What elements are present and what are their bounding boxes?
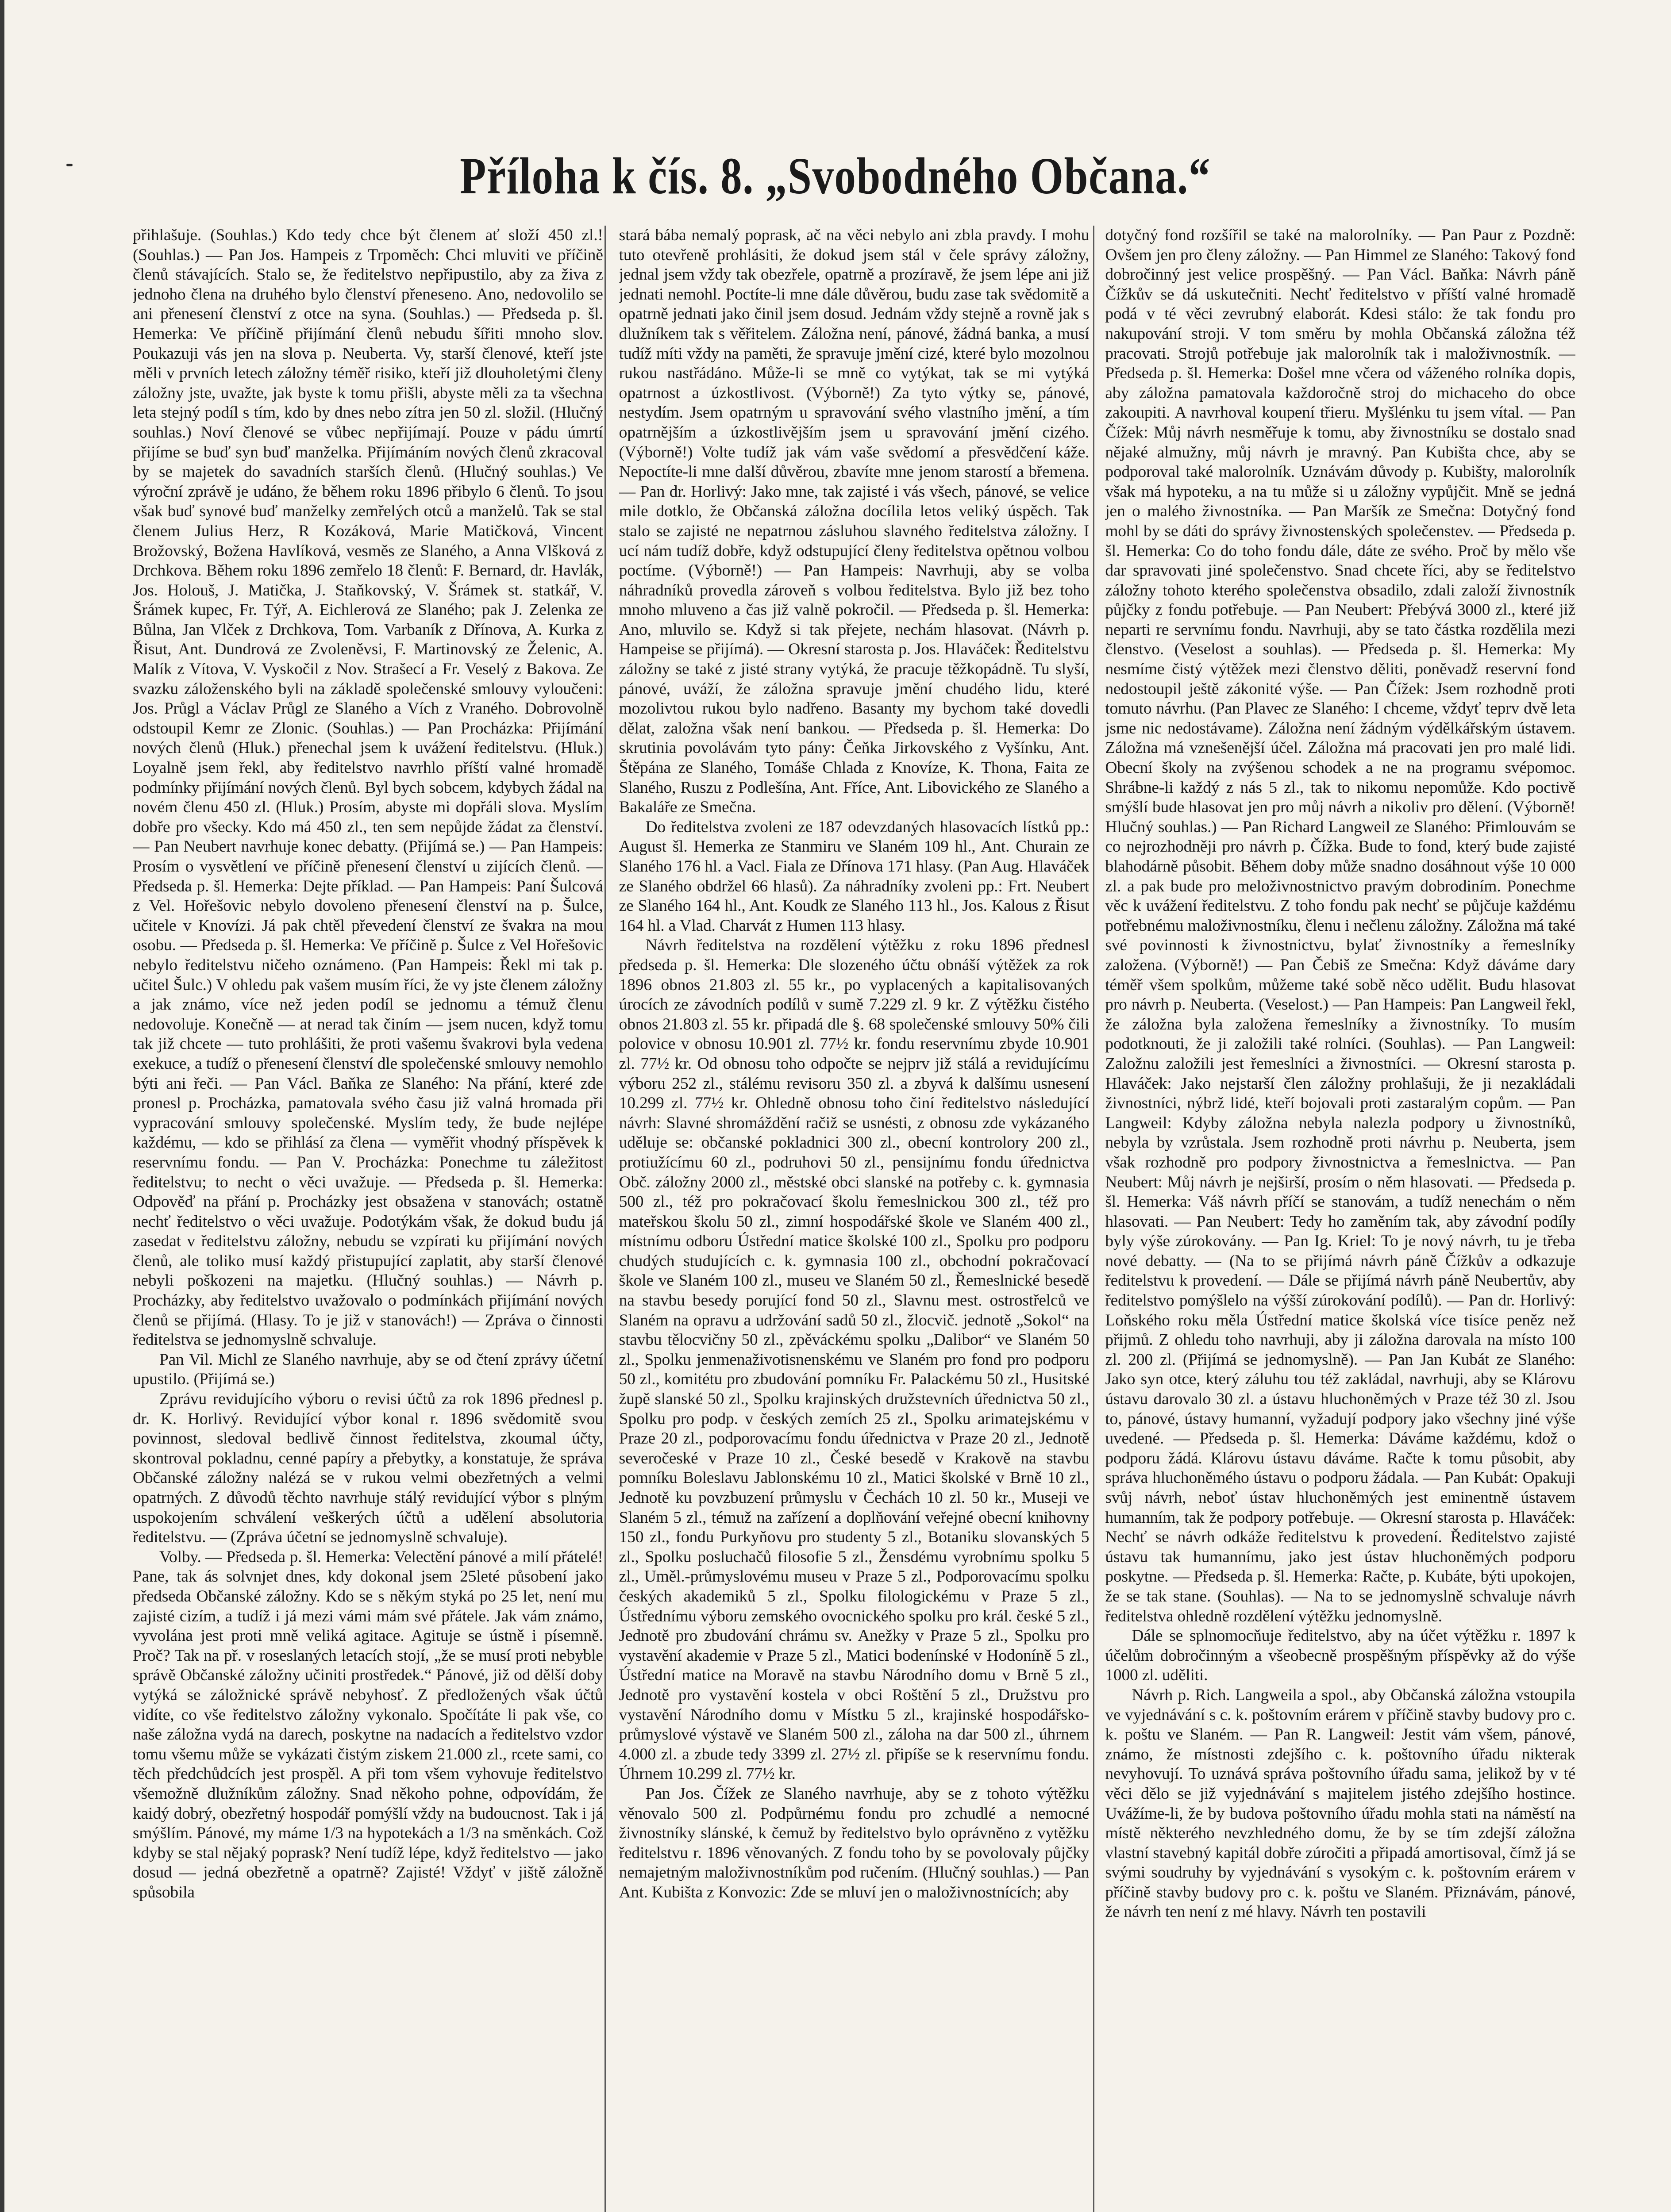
- paragraph: Návrh ředitelstva na rozdělení výtěžku z roku 1896 přednesl předseda p. šl. Hemerka: Dle slozeného účtu obnáší výtěžek za rok 1896 obnos 21.803 zl. 55 kr., po vyplacených a kapitalisovaných úrocích ze závodních podílů v sumě 7.229 zl. 9 kr. Z výtěžku čistého obnos 21.803 zl. 55 kr. připadá dle §. 68 společenské smlouvy 50% čili polovice v obnosu 10.901 zl. 77½ kr. fondu reservnímu zbyde 10.901 zl. 77½ kr. Od obnosu toho odpočte se nejprv již stálá a revidujícímu výboru 252 zl., stálému revisoru 350 zl. a zbyvá k dalšímu usnesení 10.299 zl. 77½ kr. Ohledně obnosu toho činí ředitelstvo následující návrh: Slavné shromáždění račiž se usnésti, z obnosu zde vykázaného uděluje se: občanské pokladnici 300 zl., obecní kontrolory 200 zl., protiužícímu 60 zl., podruhovi 50 zl., pensijnímu fondu úřednictva Obč. záložny 2000 zl., městské obci slanské na potřeby c. k. gymnasia 500 zl., též pro pokračovací školu řemeslnickou 300 zl., též pro mateřskou školu 50 zl., zimní hospodářské škole ve Slaném 400 zl., místnímu odboru Ústřední matice školské 100 zl., Spolku pro podporu chudých studujících c. k. gymnasia 100 zl., obchodní pokračovací škole ve Slaném 100 zl., museu ve Slaném 50 zl., Řemeslnické besedě na stavbu besedy porující fond 50 zl., Slavnu mest. ostrostřelců ve Slaném na opravu a udržování sadů 50 zl., žlocvič. jednotě „Sokol“ na stavbu tělocvičny 50 zl., zpěváckému spolku „Dalibor“ ve Slaném 50 zl., Spolku jenmenaživotisnenskému ve Slaném pro fond pro podporu 50 zl., komitétu pro zbudování pomníku Fr. Palackému 50 zl., Husitské župě slanské 50 zl., Spolku krajinských družstevních úřednictva 50 zl., Spolku pro podp. v českých zemích 25 zl., Spolku arimatejskému v Praze 20 zl., podporovacímu fondu úřednictva v Praze 20 zl., Jednotě severočeské v Praze 10 zl., České besedě v Krakově na stavbu pomníku Boleslavu Jablonskému 10 zl., Matici školské v Brně 10 zl., Jednotě ku povzbuzení průmyslu v Čechách 10 zl. 50 kr., Museji ve Slaném 5 zl., témuž na zařízení a doplňování veřejné obecní knihovny 150 zl., fondu Purkyňovu pro studenty 5 zl., Botaniku slovanských 5 zl., Spolku posluchačů filosofie 5 zl., Žensdému vyrobnímu spolku 5 zl., Uměl.-průmyslovému museu v Praze 5 zl., Podporovacímu spolku českých akademiků 5 zl., Spolku filologickému v Praze 5 zl., Ústřednímu výboru zemského ovocnického spolku pro král. české 5 zl., Jednotě pro zbudování chrámu sv. Anežky v Praze 5 zl., Spolku pro vystavění akademie v Praze 5 zl., Matici bodenínské v Hodoníně 5 zl., Ústřední matice na Moravě na stavbu Národního domu v Brně 5 zl., Jednotě pro vystavění kostela v obci Roštění 5 zl., Družstvu pro vystavění Národního domu v Místku 5 zl., krajinské hospodářsko-průmyslové výstavě ve Slaném 500 zl., záloha na dar 500 zl., úhrnem 4.000 zl. a zbude tedy 3399 zl. 27½ zl. připíše se k reservnímu fondu. Úhrnem 10.299 zl. 77½ kr.: [619, 936, 1090, 1783]
- paragraph: stará bába nemalý poprask, ač na věci nebylo ani zbla pravdy. I mohu tuto otevřeně prohlásiti, že dokud jsem stál v čele správy záložny, jednal jsem vždy tak obezřele, opatrně a prozíravě, že jsem lépe ani již jednati nemohl. Poctíte-li mne dále důvěrou, budu zase tak svědomitě a opatrně jednati jako činil jsem dosud. Jednám vždy stejně a rovně jak s dlužníkem tak s věřitelem. Záložna není, pánové, žádná banka, a musí tudíž míti vždy na paměti, že spravuje jmění cizé, které bylo mozolnou rukou nastřádáno. Může-li se mně co vytýkat, tak se mi vytýká opatrnost a úzkostlivost. (Výborně!) Za tyto výtky se, pánové, nestydím. Jsem opatrným u spravování svého vlastního jmění, a tím opatrnějším a úzkostlivějším jsem u spravování jmění cizého. (Výborně!) Volte tudíž jak vám vaše svědomí a přesvědčení káže. Nepoctíte-li mne další důvěrou, zbavíte mne jenom starostí a břemena. — Pan dr. Horlivý: Jako mne, tak zajisté i vás všech, pánové, se velice mile dotklo, že Občanská záložna docílila letos veliký úspěch. Tak stalo se zajisté ne nepatrnou zásluhou slavného ředitelstva záložny. I ucí nám tudíž dobře, když odstupující členy ředitelstva opětnou volbou poctíme. (Výborně!) — Pan Hampeis: Navrhuji, aby se volba náhradníků provedla zároveň s volbou ředitelstva. Bylo již bez toho mnoho mluveno a čas již valně pokročil. — Předseda p. šl. Hemerka: Ano, mluvilo se. Když si tak přejete, nechám hlasovat. (Návrh p. Hampeise se přijímá). — Okresní starosta p. Jos. Hlaváček: Ředitelstvu záložny se také z jisté strany vytýká, že pracuje těžkopádně. Tu slyší, pánové, uváží, že záložna spravuje jmění chudého lidu, které mozolivtou rukou bylo nadřeno. Basanty my bychom také dovedli dělat, založna však není bankou. — Předseda p. šl. Hemerka: Do skrutinia povolávám tyto pány: Čeňka Jirkovského z Vyšínku, Ant. Štěpána ze Slaného, Tomáše Chlada z Knovíze, K. Thona, Faita ze Slaného, Ruszu z Podlešína, Ant. Fříce, Ant. Libovického ze Slaného a Bakaláře ze Smečna.: [619, 226, 1090, 817]
- supplement-title: Příloha k čís. 8. „Svobodného Občana.“: [460, 147, 1211, 205]
- scan-edge: [0, 0, 4, 2212]
- paragraph: Zprávu revidujícího výboru o revisi účtů za rok 1896 přednesl p. dr. K. Horlivý. Revidující výbor konal r. 1896 svědomitě svou povinnost, sledoval bedlivě činnost ředitelstva, zkoumal účty, skontroval pokladnu, cenné papíry a přebytky, a konstatuje, že správa Občanské záložny nalézá se v rukou velmi obezřetných a velmi opatrných. Z důvodů těchto navrhuje stálý revidující výbor s plným uspokojením schválení veškerých účtů a udělení absolutoria ředitelstvu. — (Zpráva účetní se jednomyslně schvaluje).: [133, 1390, 603, 1547]
- print-speck: [66, 164, 73, 166]
- paragraph: přihlašuje. (Souhlas.) Kdo tedy chce být členem ať složí 450 zl.! (Souhlas.) — Pan Jos. Hampeis z Trpoměch: Chci mluviti ve příčině členů stávajících. Stalo se, že ředitelstvo nepřipustilo, aby za živa z jednoho člena na druhého bylo členství přeneseno. Ano, nedovolilo se ani přenesení členství z otce na syna. (Souhlas.) — Předseda p. šl. Hemerka: Ve příčině přijímání členů nebudu šířiti mnoho slov. Poukazuji vás jen na slova p. Neuberta. Vy, starší členové, kteří jste měli v prvních letech záložny téměř risiko, kteří již dlouholetými členy záložny jste, uvažte, jak byste k tomu přišli, abyste měli za ta všechna leta stejný podíl s tím, kdo by dnes nebo zítra jen 50 zl. složil. (Hlučný souhlas.) Noví členové se vůbec nepřijímají. Pouze v pádu úmrtí přijíme se buď syn buď manželka. Přijímáním nových členů zkracoval by se majetek do savadních starších členů. (Hlučný souhlas.) Ve výroční zprávě je udáno, že během roku 1896 přibylo 6 členů. To jsou však buď synové buď manželky zemřelých otců a manželů. Tak se stal členem Julius Herz, R Kozáková, Marie Matičková, Vincent Brožovský, Božena Havlíková, vesměs ze Slaného, a Anna Vlšková z Drchkova. Během roku 1896 zemřelo 18 členů: F. Bernard, dr. Havlák, Jos. Holouš, J. Matička, J. Staňkovský, V. Šrámek st. statkář, V. Šrámek kupec, Fr. Týř, A. Eichlerová ze Slaného; pak J. Zelenka ze Bůlna, Jan Vlček z Drchkova, Tom. Varbaník z Dřínova, A. Kurka z Řisut, Ant. Dundrová ze Zvoleněvsi, F. Martinovský ze Želenic, A. Malík z Vítova, V. Vyskočil z Nov. Strašecí a Fr. Veselý z Bakova. Ze svazku záloženského byli na základě společenské smlouvy vyloučeni: Jos. Průgl a Václav Průgl ze Slaného a Vích z Vraného. Dobrovolně odstoupil Kemr ze Zlonic. (Souhlas.) — Pan Procházka: Přijímání nových členů (Hluk.) přenechal jsem k uvážení ředitelstvu. (Hluk.) Loyalně jsem řekl, aby ředitelstvo navrhlo příští valné hromadě podmínky přijímání nových členů. Byl bych sobcem, kdybych žádal na novém členu 450 zl. (Hluk.) Prosím, abyste mi dopřáli slova. Myslím dobře pro všecky. Kdo má 450 zl., ten sem nepůjde žádat za členství. — Pan Neubert navrhuje konec debatty. (Přijímá se.) — Pan Hampeis: Prosím o vysvětlení ve příčině přenesení členství u zijících členů. — Předseda p. šl. Hemerka: Dejte příklad. — Pan Hampeis: Paní Šulcová z Vel. Hořešovic nebylo dovoleno přenesení členství na p. Šulce, učitele v Knovízi. Já pak chtěl převedení členství ze švakra na mou osobu. — Předseda p. šl. Hemerka: Ve příčině p. Šulce z Vel Hořešovic nebylo ředitelstvu ničeho oznámeno. (Pan Hampeis: Řekl mi tak p. učitel Šulc.) V ohledu pak vašem musím říci, že vy jste členem záložny a jak známo, více než jeden podíl se jednomu a témuž členu nedovoluje. Konečně — at nerad tak činím — jsem nucen, když tomu tak již chcete — tuto prohlášiti, že proti vašemu švakrovi byla vedena exekuce, a tudíž o přenesení členství dle společenské smlouvy nemohlo býti ani řeči. — Pan Václ. Baňka ze Slaného: Na přání, které zde pronesl p. Procházka, pamatovala svého času již valná hromada při vypracování smlouvy společenské. Myslím tedy, že bude nejlépe každému, — kdo se přihlásí za člena — vyměřit vhodný příspěvek k reservnímu fondu. — Pan V. Procházka: Ponechme tu záležitost ředitelstvu; to necht o věci uvažuje. — Předseda p. šl. Hemerka: Odpověď na přání p. Procházky jest obsažena v stanovách; ostatně nechť ředitelstvo o věci uvažuje. Podotýkám však, že dokud budu já zasedat v ředitelstvu záložny, nebudu se vzpírati ku přijímání nových členů, ale toliko musí každý přistupující zaplatit, aby starší členové nebyli poškozeni na majetku. (Hlučný souhlas.) — Návrh p. Procházky, aby ředitelstvo uvažovalo o podmínkách přijímání nových členů se přijímá. (Hlasy. To je již v stanovách!) — Zpráva o činnosti ředitelstva se jednomyslně schvaluje.: [133, 226, 603, 1349]
- paragraph: Návrh p. Rich. Langweila a spol., aby Občanská záložna vstoupila ve vyjednávání s c. k. poštovním erárem v příčině stavby budovy pro c. k. poštu ve Slaném. — Pan R. Langweil: Jestit vám všem, pánové, známo, že místnosti zdejšího c. k. poštovního úřadu nikterak nevyhovují. To uznává správa poštovního úřadu sama, jelikož by v té věci dělo se již vyjednávání s majitelem jistého zdejšího hostince. Uvážíme-li, že by budova poštovního úřadu mohla stati na náměstí na místě některého nevzhledného domu, že by se tím zdejší záložna vlastní stavebný kapitál dobře zúročiti a připadá amortisoval, čímž já se svými soudruhy by vyjednávání s vysokým c. k. poštovním erárem v příčině stavby budovy pro c. k. poštu ve Slaném. Přiznávám, pánové, že návrh ten není z mé hlavy. Návrh ten postavili: [1105, 1686, 1576, 1921]
- paragraph: Do ředitelstva zvoleni ze 187 odevzdaných hlasovacích lístků pp.: August šl. Hemerka ze Stanmiru ve Slaném 109 hl., Ant. Churain ze Slaného 176 hl. a Vacl. Fiala ze Dřínova 171 hlasy. (Pan Aug. Hlaváček ze Slaného obdržel 66 hlasů). Za náhradníky zvoleni pp.: Frt. Neubert ze Slaného 164 hl., Ant. Koudk ze Slaného 113 hl., Jos. Kalous z Řisut 164 hl. a Vlad. Charvát z Humen 113 hlasy.: [619, 818, 1090, 935]
- paragraph: Pan Jos. Čížek ze Slaného navrhuje, aby se z tohoto výtěžku věnovalo 500 zl. Podpůrnému fondu pro zchudlé a nemocné živnostníky slánské, k čemuž by ředitelstvo bylo oprávněno z vytěžku ředitelstvu r. 1896 věnovaných. Z fondu toho by se povolovaly půjčky nemajetným maloživnostníkům pod ručením. (Hlučný souhlas.) — Pan Ant. Kubišta z Konvozic: Zde se mluví jen o maloživnostnících; aby: [619, 1784, 1090, 1901]
- article-columns: [133, 226, 1575, 2212]
- page-header: [0, 146, 1671, 217]
- column-2: [619, 226, 1090, 2212]
- paragraph: Dále se splnomocňuje ředitelstvo, aby na účet výtěžku r. 1897 k účelům dobročinným a všeobecně prospěšným příspěvky až do výše 1000 zl. uděliti.: [1105, 1627, 1576, 1685]
- paragraph: dotyčný fond rozšířil se také na malorolníky. — Pan Paur z Pozdně: Ovšem jen pro členy záložny. — Pan Himmel ze Slaného: Takový fond dobročinný jest velice prospěšný. — Pan Václ. Baňka: Návrh páně Čížkův se dá uskutečniti. Nechť ředitelstvo v příští valné hromadě podá v té věci zevrubný elaborát. Kdesi stálo: že tak fondu pro nakupování stroji. V tom směru by mohla Občanská záložna též pracovati. Strojů potřebuje jak malorolník tak i maloživnostník. — Předseda p. šl. Hemerka: Došel mne včera od váženého rolníka dopis, aby záložna pamatovala každoročně stroj do michaceho do obce zakoupiti. A navrhoval koupení třieru. Myšlénku tu jsem vítal. — Pan Čížek: Můj návrh nesměřuje k tomu, aby živnostníku se dostalo snad nějaké almužny, můj návrh je mravný. Pan Kubišta chce, aby se podporoval také malorolník. Uznávám důvody p. Kubišty, malorolník však má hypoteku, a na tu může si u záložny vypůjčit. Mně se jedná jen o malého živnostníka. — Pan Maršík ze Smečna: Dotyčný fond mohl by se dáti do správy živnostenských společenstev. — Předseda p. šl. Hemerka: Co do toho fondu dále, dáte ze svého. Proč by mělo vše dar spravovati jiné společenstvo. Snad chcete říci, aby se ředitelstvo záložny tohoto kterého společenstva obsadilo, zdali založí živnostník půjčky z fondu potřebuje. — Pan Neubert: Přebývá 3000 zl., které již neparti re servnímu fondu. Navrhuji, aby se tato částka rozdělila mezi členstvo. (Veselost a souhlas). — Předseda p. šl. Hemerka: My nesmíme čistý výtěžek mezi členstvo děliti, poněvadž reservní fond nedostoupil ještě zákonité výše. — Pan Čížek: Jsem rozhodně proti tomuto návrhu. (Pan Plavec ze Slaného: I chceme, vždyť teprv dvě leta jsme nic nedostávame). Záložna není žádným výdělkářským ústavem. Záložna má vznešenější účel. Záložna má pracovati jen pro malé lidi. Obecní školy na zvýšenou schodek a ne na programu svépomoc. Shrábne-li každý z nás 5 zl., tak to nikomu nepomůže. Kdo poctivě smýšlí bude hlasovat jen pro můj návrh a nikoliv pro dělení. (Výborně! Hlučný souhlas.) — Pan Richard Langweil ze Slaného: Přimlouvám se co nejrozhodněji pro návrh p. Čížka. Bude to fond, který bude zajisté blahodárně působit. Během doby může snadno dosáhnout výše 10 000 zl. a pak bude pro meloživnostnictvo pravým dobrodiním. Ponechme věc k uvážení ředitelstvu. Z toho fondu pak nechť se půjčuje každému potřebnému maloživnostníku, členu i nečlenu záložny. Záložna má také své povinnosti k živnostnictvu, bylať živnostníky a řemeslníky založena. (Výborně!) — Pan Čebiš ze Smečna: Když dáváme dary téměř všem spolkům, můžeme také sobě něco udělit. Budu hlasovat pro návrh p. Neuberta. (Veselost.) — Pan Hampeis: Pan Langweil řekl, že záložna byla založena řemeslníky a živnostníky. To musím podotknouti, že ji založili také rolníci. (Souhlas). — Pan Langweil: Založnu založili jest řemeslníci a živnostníci. — Okresní starosta p. Hlaváček: Jako nejstarší člen záložny prohlašuji, že ji nezakládali živnostníci, nýbrž lidé, kteří bojovali proti zastaralým copům. — Pan Langweil: Kdyby záložna nebyla nalezla podpory u živnostníků, nebyla by vzrůstala. Jsem rozhodně proti návrhu p. Neuberta, jsem však rozhodně pro podpory živnostnictva a řemeslnictva. — Pan Neubert: Můj návrh je nejširší, prosím o něm hlasovati. — Předseda p. šl. Hemerka: Váš návrh příčí se stanovám, a tudíž nenechám o něm hlasovati. — Pan Neubert: Tedy ho zaměním tak, aby závodní podíly byly výše zúrokovány. — Pan Ig. Kriel: To je nový návrh, tu je třeba nové debatty. — (Na to se přijímá návrh páně Čížkův a odkazuje ředitelstvu k provedení. — Dále se přijímá návrh páně Neubertův, aby ředitelstvo pomýšlelo na výšší zúrokování podílů). — Pan dr. Horlivý: Loňského roku měla Ústřední matice školská více tisíce peněz než přijmů. Z ohledu toho navrhuji, aby ji záložna darovala na místo 100 zl. 200 zl. (Přijímá se jednomyslně). — Pan Jan Kubát ze Slaného: Jako syn otce, který záluhu tou též zakládal, navrhuji, aby se Klárovu ústavu darovalo 30 zl. a ústavu hluchoněmých v Praze též 30 zl. Jsou to, pánové, ústavy humanní, vyžadují podpory jako všechny jiné výše uvedené. — Předseda p. šl. Hemerka: Dáváme každému, kdož o podporu žádá. Klárovu ústavu dáváme. Račte k tomu působit, aby správa hluchoněmého ústavu o podporu žádala. — Pan Kubát: Opakuji svůj návrh, neboť ústav hluchoněmých jest eminentně ústavem humanním, tak že podpory potřebuje. — Okresní starosta p. Hlaváček: Nechť se návrh odkáže ředitelstvu k provedení. Ředitelstvo zajisté ústavu tak humannímu, jako jest ústav hluchoněmých podporu poskytne. — Předseda p. šl. Hemerka: Račte, p. Kubáte, býti upokojen, že se tak stane. (Souhlas). — Na to se jednomyslně schvaluje návrh ředitelstva ohledně rozdělení výtěžku jednomyslně.: [1105, 226, 1576, 1625]
- paragraph: Volby. — Předseda p. šl. Hemerka: Velectění pánové a milí přátelé! Pane, tak ás solvnjet dnes, kdy dokonal jsem 25leté působení jako předseda Občanské záložny. Kdo se s někým styká po 25 let, není mu zajisté cizím, a tudíž i já mezi vámi mám své přátele. Jak vám známo, vyvolána jest proti mně veliká agitace. Agituje se ústně i písemně. Proč? Tak na př. v roseslaných letacích stojí, „že se musí proti nebyble správě Občanské záložny učiniti prostředek.“ Pánové, již od dělší doby vytýká se záložnické správě nebyhosť. Z předložených však účtů vidíte, co vše ředitelstvo záložny vykonalo. Spočítáte li pak vše, co naše záložna vydá na darech, poskytne na nadacích a ředitelstvo vzdor tomu všemu může se vykázati čistým ziskem 21.000 zl., rcete sami, co těch předchůdcích jest prospěl. A při tom všem vyhovuje ředitelstvo všemožně dlužníkům záložny. Snad někoho pohne, odpovídám, že kaidý dobrý, obezřetný hospodář pomýšlí vždy na budoucnost. Tak i já smýšlím. Pánové, my máme 1/3 na hypotekách a 1/3 na směnkách. Což kdyby se stal nějaký poprask? Není tudíž lépe, když ředitelstvo — jako dosud — jedná obezřetně a opatrně? Zajisté! Vždyť v jiště záložně spůsobila: [133, 1548, 603, 1901]
- column-1: [133, 226, 603, 2212]
- column-3: [1105, 226, 1575, 2212]
- paragraph: Pan Vil. Michl ze Slaného navrhuje, aby se od čtení zprávy účetní upustilo. (Přijímá se.): [133, 1350, 603, 1389]
